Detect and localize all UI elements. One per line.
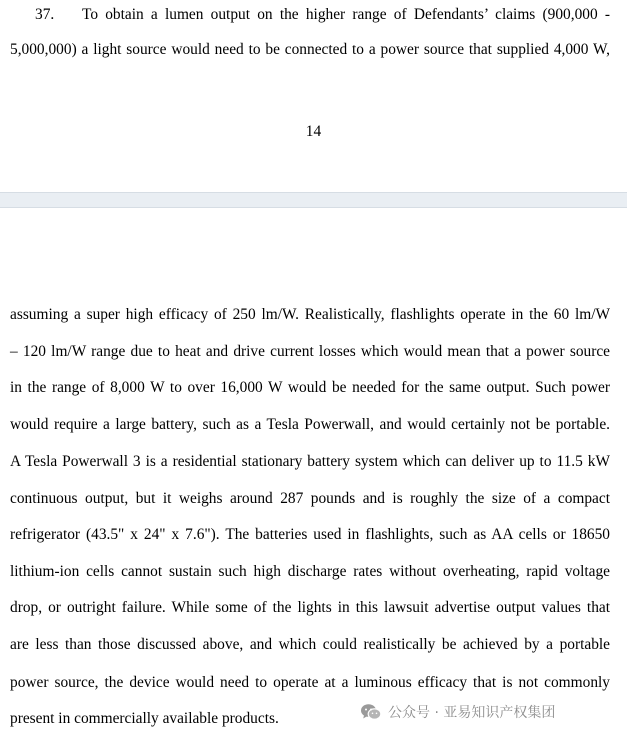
document-page-top xyxy=(0,0,627,192)
body-line: A Tesla Powerwall 3 is a residential stationary battery system which can deliver up to 11.5 kW xyxy=(10,453,610,470)
body-line: would require a large battery, such as a Tesla Powerwall, and would certainly not be portable. xyxy=(10,416,610,433)
body-line: – 120 lm/W range due to heat and drive current losses which would mean that a power source xyxy=(10,343,610,360)
body-line: present in commercially available products. xyxy=(10,710,279,727)
page-number: 14 xyxy=(305,123,322,140)
wechat-icon xyxy=(360,703,382,721)
page-break-divider xyxy=(0,192,627,208)
body-line: in the range of 8,000 W to over 16,000 W would be needed for the same output. Such power xyxy=(10,379,610,396)
body-line: drop, or outright failure. While some of the lights in this lawsuit advertise output values that xyxy=(10,599,610,616)
watermark-text: 公众号 · 亚易知识产权集团 xyxy=(388,705,556,721)
body-line: are less than those discussed above, and which could realistically be achieved by a portable xyxy=(10,636,610,653)
paragraph-line-2: 5,000,000) a light source would need to be connected to a power source that supplied 4,000 W, xyxy=(10,41,610,58)
body-line: assuming a super high efficacy of 250 lm/W. Realistically, flashlights operate in the 60 lm/W xyxy=(10,306,610,323)
body-line: continuous output, but it weighs around 287 pounds and is roughly the size of a compact xyxy=(10,490,610,507)
paragraph-number: 37. xyxy=(35,6,55,23)
body-line: refrigerator (43.5" x 24" x 7.6"). The batteries used in flashlights, such as AA cells or 18650 xyxy=(10,526,610,543)
wechat-watermark xyxy=(360,702,555,722)
body-line: power source, the device would need to operate at a luminous efficacy that is not commonly xyxy=(10,674,610,691)
body-line: lithium-ion cells cannot sustain such high discharge rates without overheating, rapid voltage xyxy=(10,563,610,580)
paragraph-line-1: To obtain a lumen output on the higher range of Defendants’ claims (900,000 - xyxy=(82,6,610,23)
document-page-bottom xyxy=(0,208,627,737)
